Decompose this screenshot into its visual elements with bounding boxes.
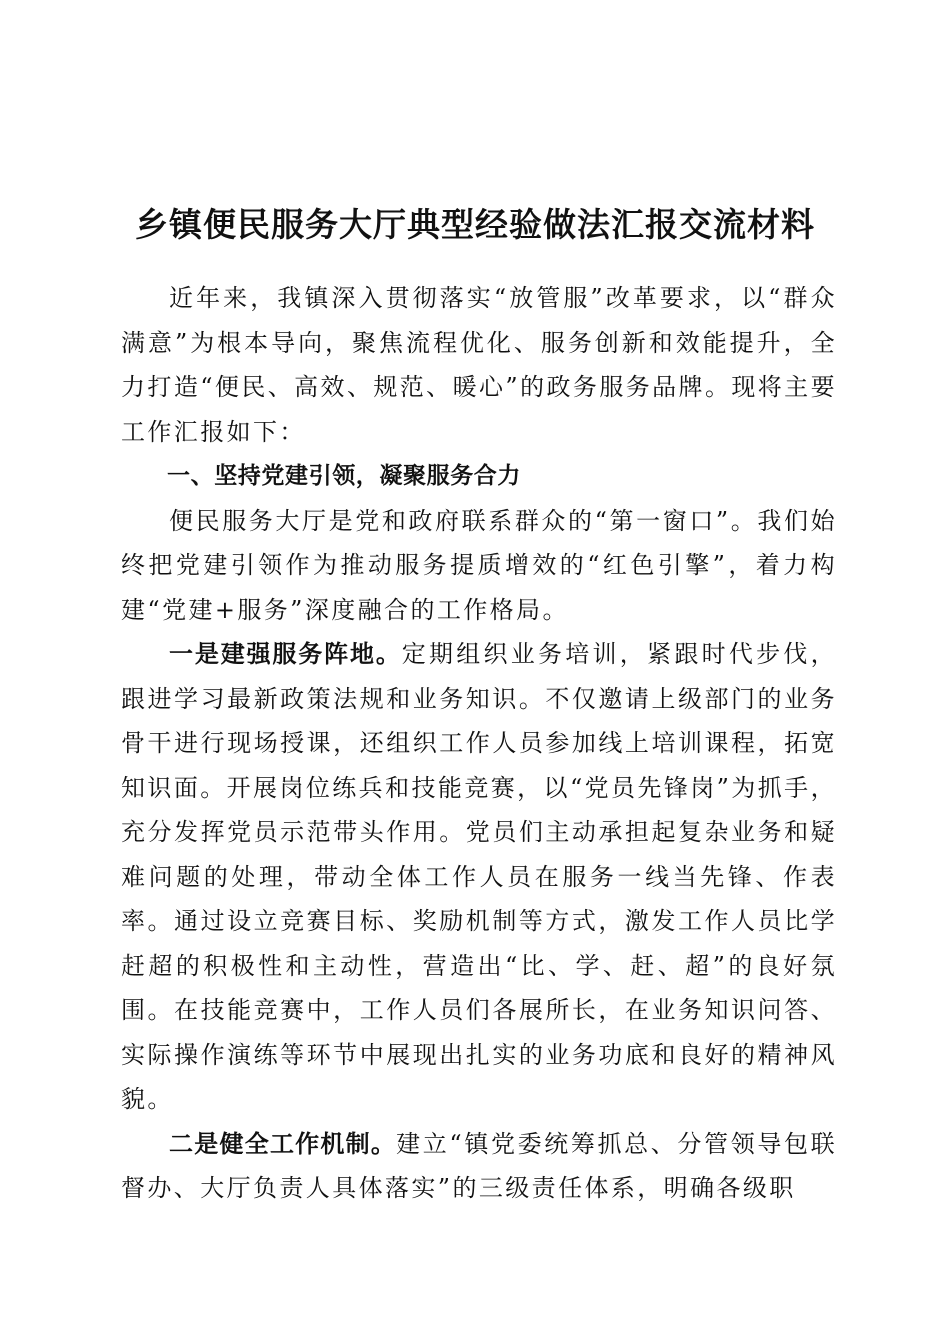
document-body [121,276,837,1211]
point-one-lead: 一是建强服务阵地。 [169,640,402,668]
intro-paragraph: 近年来，我镇深入贯彻落实“放管服”改革要求，以“群众满意”为根本导向，聚焦流程优化、服务创新和效能提升，全力打造“便民、高效、规范、暖心”的政务服务品牌。现将主要工作汇报如下： [121,284,837,446]
point-one-paragraph [121,632,837,1122]
point-two-lead: 二是健全工作机制。 [169,1129,397,1158]
point-two-paragraph [121,1122,837,1211]
point-two-text: 建立“镇党委统筹抓总、分管领导包联督办、大厅负责人具体落实”的三级责任体系，明确各级职 [121,1129,837,1202]
point-one-text: 定期组织业务培训，紧跟时代步伐，跟进学习最新政策法规和业务知识。不仅邀请上级部门的业务骨干进行现场授课，还组织工作人员参加线上培训课程，拓宽知识面。开展岗位练兵和技能竞赛，以“党员先锋岗”为抓手，充分发挥党员示范带头作用。党员们主动承担起复杂业务和疑难问题的处理，带动全体工作人员在服务一线当先锋、作表率。通过设立竞赛目标、奖励机制等方式，激发工作人员比学赶超的积极性和主动性，营造出“比、学、赶、超”的良好氛围。在技能竞赛中，工作人员们各展所长，在业务知识问答、实际操作演练等环节中展现出扎实的业务功底和良好的精神风貌。 [121,640,838,1113]
section-heading: 一、坚持党建引领，凝聚服务合力 [167,463,521,489]
section-overview-paragraph: 便民服务大厅是党和政府联系群众的“第一窗口”。我们始终把党建引领作为推动服务提质增效的“红色引擎”，着力构建“党建+服务”深度融合的工作格局。 [121,506,837,624]
document-title: 乡镇便民服务大厅典型经验做法汇报交流材料 [135,205,815,245]
